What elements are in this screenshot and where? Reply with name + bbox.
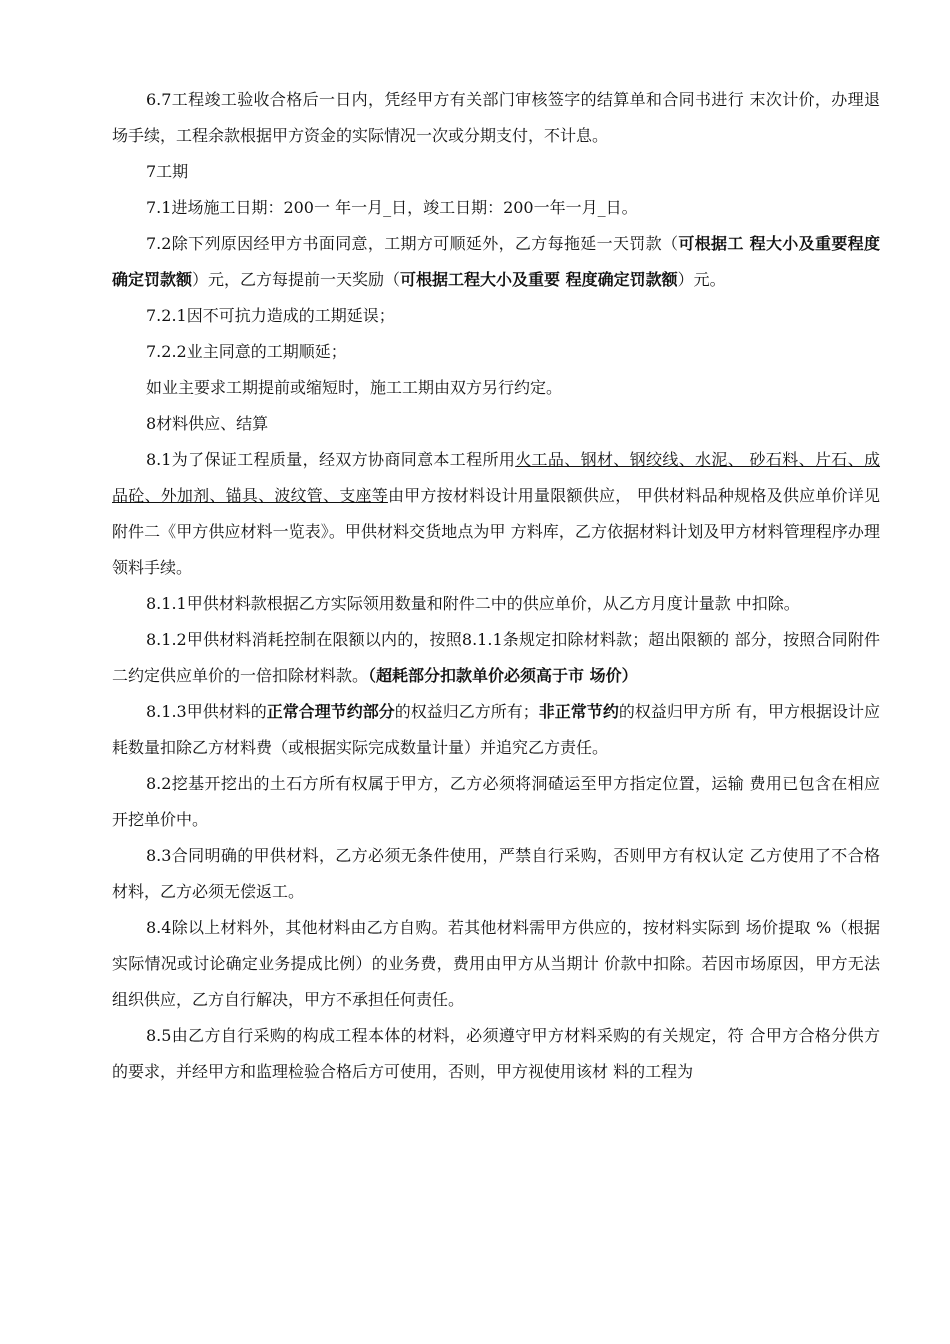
text-run: 的权益归乙方所有； <box>394 702 539 721</box>
bold-note: 可根据工程大小及重要 程度确定罚款额 <box>400 270 678 289</box>
paragraph-8-3: 8.3合同明确的甲供材料，乙方必须无条件使用，严禁自行采购，否则甲方有权认定 乙方使用了不合格材料，乙方必须无偿返工。 <box>112 846 880 901</box>
section-heading-8: 8材料供应、结算 <box>146 414 269 433</box>
bold-term: 非正常节约 <box>538 702 619 721</box>
text-run: 8.1为了保证工程质量，经双方协商同意本工程所用 <box>146 450 516 469</box>
paragraph-8-4: 8.4除以上材料外，其他材料由乙方自购。若其他材料需甲方供应的，按材料实际到 场价提取 %（根据实际情况或讨论确定业务提成比例）的业务费，费用由甲方从当期计 价款中扣除。若因市场原因，甲方无法组织供应，乙方自行解决，甲方不承担任何责任。 <box>112 918 880 1009</box>
text-run: 7.2除下列原因经甲方书面同意，工期方可顺延外，乙方每拖延一天罚款（ <box>146 234 679 253</box>
bold-note: 可根据工 程大小及重要程度确定罚款额 <box>112 234 880 289</box>
bold-term: 正常合理节约部分 <box>266 702 395 721</box>
text-run: ）元，乙方每提前一天奖励（ <box>192 270 401 289</box>
underlined-materials: 火工品、钢材、钢绞线、水泥、 砂石料、片石、成品砼、外加剂、锚具、波纹管、支座等 <box>112 450 881 505</box>
paragraph-8-1-1: 8.1.1甲供材料款根据乙方实际领用数量和附件二中的供应单价，从乙方月度计量款 中扣除。 <box>146 594 800 613</box>
paragraph-8-2: 8.2挖基开挖出的土石方所有权属于甲方，乙方必须将洞碴运至甲方指定位置，运输 费用已包含在相应开挖单价中。 <box>112 774 880 829</box>
paragraph-8-1-3 <box>112 694 880 766</box>
paragraph-8-5: 8.5由乙方自行采购的构成工程本体的材料，必须遵守甲方材料采购的有关规定，符 合甲方合格分供方的要求，并经甲方和监理检验合格后方可使用，否则，甲方视使用该材 料的工程为 <box>112 1026 880 1081</box>
text-run: 的权益归甲方所 有，甲方根据设计应耗数量扣除乙方材料费（或根据实际完成数量计量）并追究乙方责任。 <box>112 702 880 757</box>
paragraph-7-2-1: 7.2.1因不可抗力造成的工期延误； <box>146 306 395 325</box>
text-run: 8.1.2甲供材料消耗控制在限额以内的，按照8.1.1条规定扣除材料款；超出限额的 部分，按照合同附件二约定供应单价的一倍扣除材料款。 <box>112 630 880 685</box>
text-run: ）元。 <box>677 270 726 289</box>
bold-note: （超耗部分扣款单价必须高于市 场价） <box>368 666 638 685</box>
text-run: 8.1.3甲供材料的 <box>146 702 267 721</box>
paragraph-7-2-2: 7.2.2业主同意的工期顺延； <box>146 342 347 361</box>
paragraph-8-1-2 <box>112 622 880 694</box>
paragraph-8-1 <box>112 442 880 586</box>
section-heading-7: 7工期 <box>146 162 189 181</box>
paragraph-7-2 <box>112 226 880 298</box>
document-page <box>112 82 880 1090</box>
text-run: 由甲方按材料设计用量限额供应， 甲供材料品种规格及供应单价详见附件二《甲方供应材料一览表》。甲供材料交货地点为甲 方料库，乙方依据材料计划及甲方材料管理程序办理领料手续。 <box>112 486 880 577</box>
paragraph-schedule-change: 如业主要求工期提前或缩短时，施工工期由双方另行约定。 <box>146 378 563 397</box>
paragraph-7-1: 7.1进场施工日期：200一 年一月_日，竣工日期：200一年一月_日。 <box>146 198 638 217</box>
paragraph-6-7: 6.7工程竣工验收合格后一日内，凭经甲方有关部门审核签字的结算单和合同书进行 末次计价，办理退场手续，工程余款根据甲方资金的实际情况一次或分期支付，不计息。 <box>112 90 880 145</box>
